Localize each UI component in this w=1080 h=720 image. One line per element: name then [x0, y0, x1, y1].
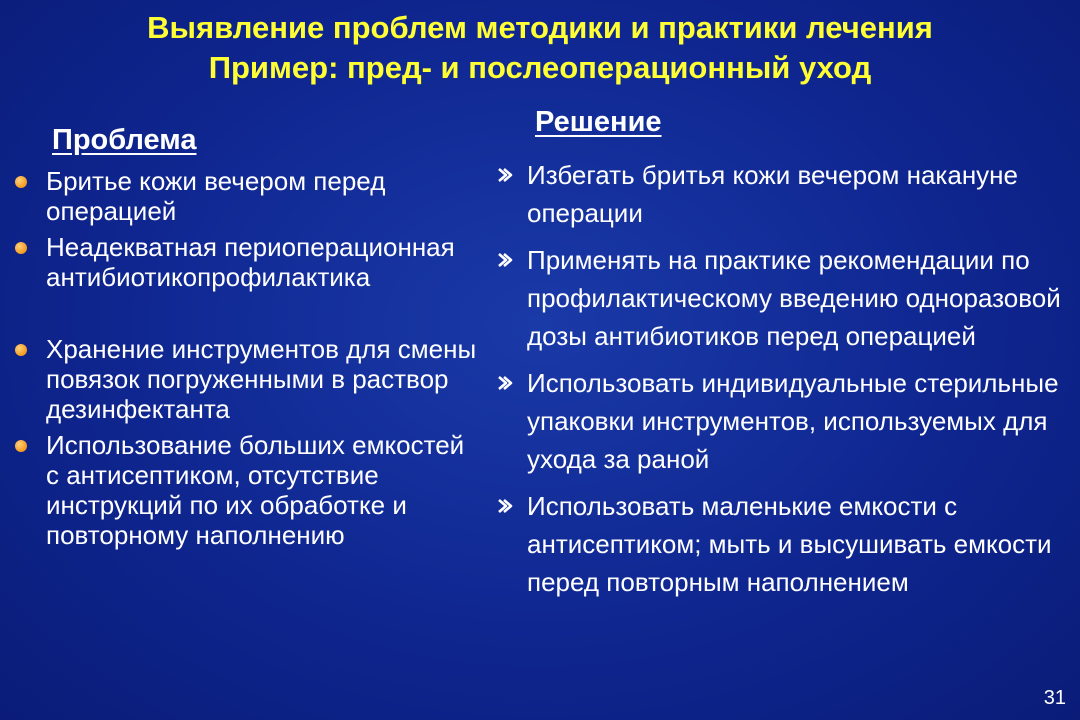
solution-item — [495, 487, 1075, 601]
problem-item — [12, 430, 482, 550]
bullet-dot-icon — [15, 242, 27, 254]
problem-item-text: Хранение инструментов для смены повязок погруженными в раствор дезинфектанта — [46, 334, 477, 424]
page-number: 31 — [1043, 687, 1066, 709]
slide-title-line-1: Выявление проблем методики и практики лечения — [147, 10, 933, 45]
solution-heading: Решение — [535, 106, 662, 138]
bullet-dot-icon — [15, 440, 27, 452]
arrow-right-icon — [497, 496, 513, 516]
solution-item-text: Избегать бритья кожи вечером накануне операции — [527, 160, 1019, 228]
slide-title-line-2: Пример: пред- и послеоперационный уход — [208, 50, 872, 85]
problem-item-text: Неадекватная периоперационная антибиотикопрофилактика — [46, 232, 455, 292]
solution-item-text: Применять на практике рекомендации по профилактическому введению одноразовой дозы антибиотиков перед операцией — [527, 245, 1061, 351]
solution-item — [495, 156, 1075, 232]
bullet-dot-icon — [15, 344, 27, 356]
solution-item — [495, 364, 1075, 478]
arrow-right-icon — [497, 373, 513, 393]
problem-item-text: Использование больших емкостей с антисептиком, отсутствие инструкций по их обработке и повторному наполнению — [46, 430, 465, 550]
arrow-right-icon — [497, 165, 513, 185]
arrow-right-icon — [497, 250, 513, 270]
problem-list — [12, 166, 482, 550]
problem-item-text: Бритье кожи вечером перед операцией — [46, 166, 386, 226]
bullet-dot-icon — [15, 176, 27, 188]
solution-item-text: Использовать маленькие емкости с антисептиком; мыть и высушивать емкости перед повторным наполнением — [527, 491, 1052, 597]
solution-item-text: Использовать индивидуальные стерильные упаковки инструментов, используемых для ухода за раной — [527, 368, 1059, 474]
solution-list — [495, 156, 1075, 610]
problem-item — [12, 232, 482, 292]
solution-item — [495, 241, 1075, 355]
slide-title — [0, 8, 1080, 88]
problem-item — [12, 166, 482, 226]
problem-item — [12, 334, 482, 424]
problem-heading: Проблема — [52, 124, 197, 156]
